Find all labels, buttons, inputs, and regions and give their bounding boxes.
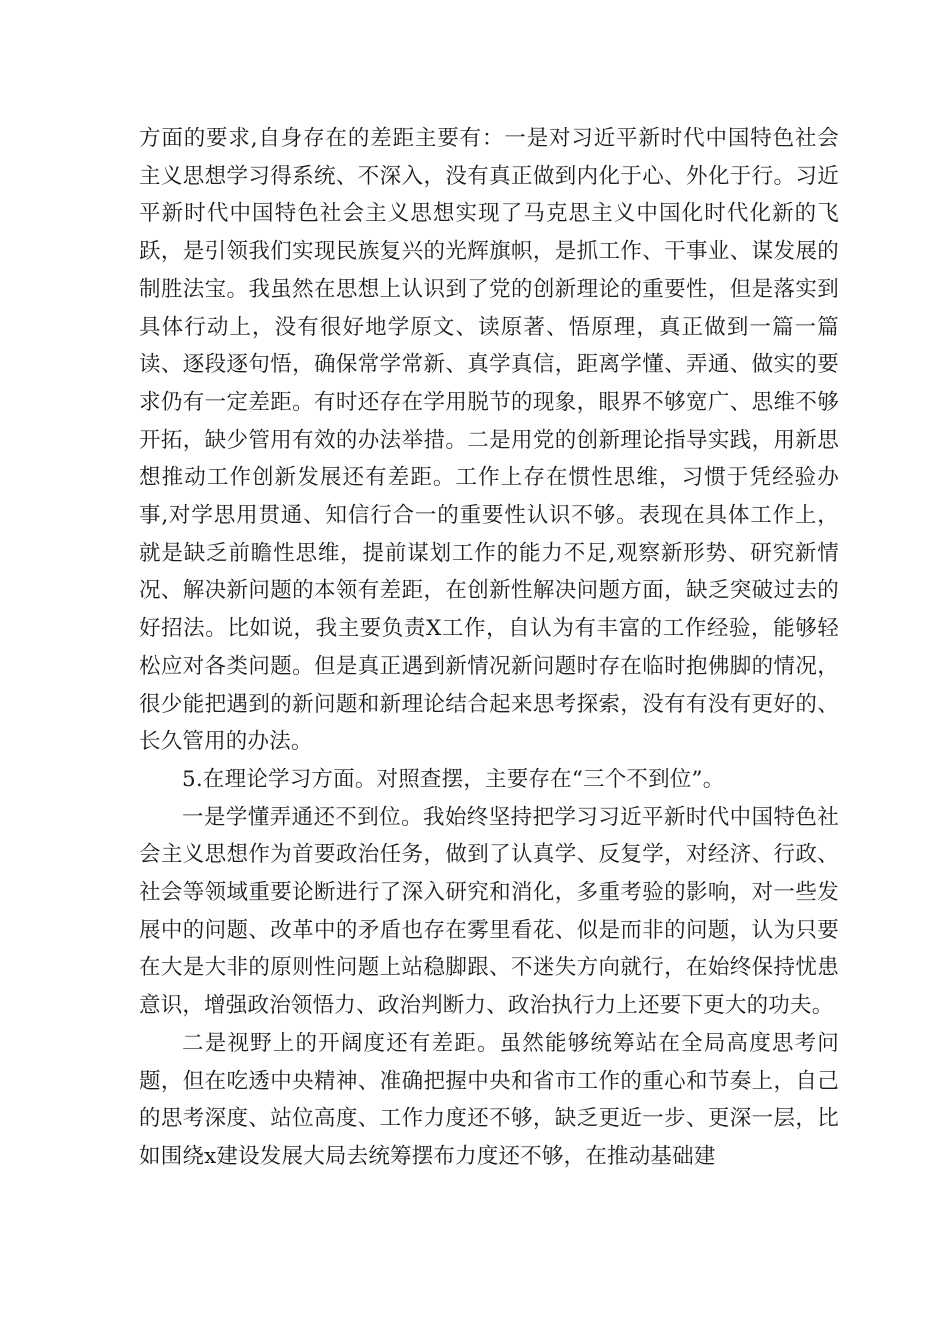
paragraph-theory-study-heading: 5.在理论学习方面。对照查摆，主要存在“三个不到位”。	[182, 766, 725, 792]
paragraph-self-gap: 方面的要求,自身存在的差距主要有：一是对习近平新时代中国特色社会主义思想学习得系统、不深入，没有真正做到内化于心、外化于行。习近平新时代中国特色社会主义思想实现了马克思主义中国化时代化新的飞跃，是引领我们实现民族复兴的光辉旗帜，是抓工作、干事业、谋发展的制胜法宝。我虽然在思想上认识到了党的创新理论的重要性，但是落实到具体行动上，没有很好地学原文、读原著、悟原理，真正做到一篇一篇读、逐段逐句悟，确保常学常新、真学真信，距离学懂、弄通、做实的要求仍有一定差距。有时还存在学用脱节的现象，眼界不够宽广、思维不够开拓，缺少管用有效的办法举措。二是用党的创新理论指导实践，用新思想推动工作创新发展还有差距。工作上存在惯性思维，习惯于凭经验办事,对学思用贯通、知信行合一的重要性认识不够。表现在具体工作上，就是缺乏前瞻性思维，提前谋划工作的能力不足,观察新形势、研究新情况、解决新问题的本领有差距，在创新性解决问题方面，缺乏突破过去的好招法。比如说，我主要负责X工作，自认为有丰富的工作经验，能够轻松应对各类问题。但是真正遇到新情况新问题时存在临时抱佛脚的情况，很少能把遇到的新问题和新理论结合起来思考探索，没有有没有更好的、长久管用的办法。	[139, 126, 839, 755]
paragraph-point-one: 一是学懂弄通还不到位。我始终坚持把学习习近平新时代中国特色社会主义思想作为首要政治任务，做到了认真学、反复学，对经济、行政、社会等领域重要论断进行了深入研究和消化，多重考验的影响，对一些发展中的问题、改革中的矛盾也存在雾里看花、似是而非的问题，认为只要在大是大非的原则性问题上站稳脚跟、不迷失方向就行，在始终保持忧患意识，增强政治领悟力、政治判断力、政治执行力上还要下更大的功夫。	[139, 804, 839, 1019]
paragraph-point-two: 二是视野上的开阔度还有差距。虽然能够统筹站在全局高度思考问题，但在吃透中央精神、准确把握中央和省市工作的重心和节奏上，自己的思考深度、站位高度、工作力度还不够，缺乏更近一步、更深一层，比如围绕x建设发展大局去统筹摆布力度还不够，在推动基础建	[139, 1030, 839, 1169]
document-body	[139, 120, 839, 1176]
